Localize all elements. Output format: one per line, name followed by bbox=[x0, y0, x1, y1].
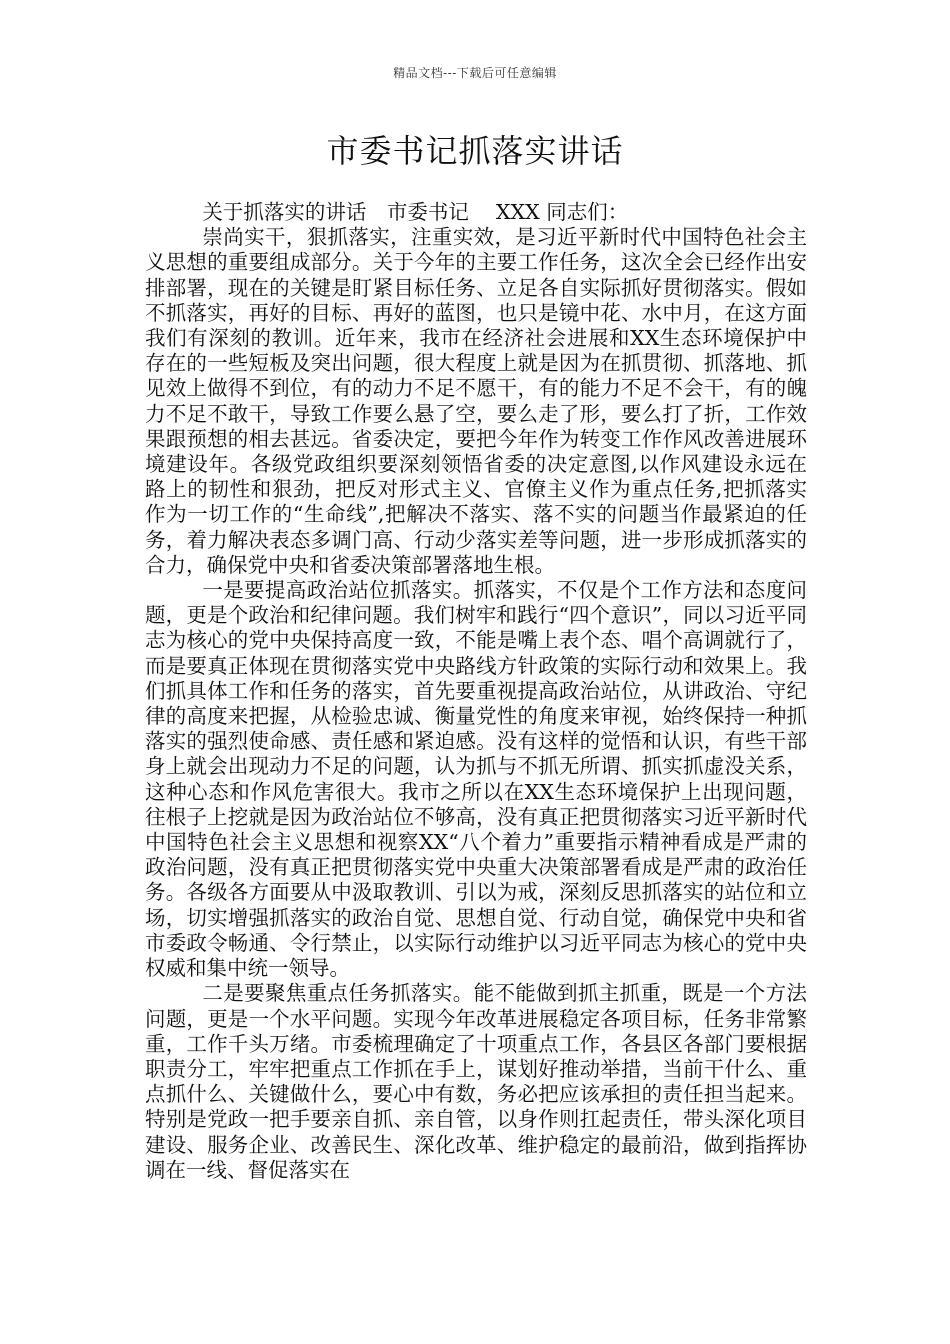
document-body bbox=[145, 200, 807, 1183]
body-paragraph: 一是要提高政治站位抓落实。抓落实，不仅是个工作方法和态度问题，更是个政治和纪律问题。我们树牢和践行“四个意识”，同以习近平同志为核心的党中央保持高度一致，不能是嘴上表个态、唱个高调就行了，而是要真正体现在贯彻落实党中央路线方针政策的实际行动和效果上。我们抓具体工作和任务的落实，首先要重视提高政治站位，从讲政治、守纪律的高度来把握，从检验忠诚、衡量党性的角度来审视，始终保持一种抓落实的强烈使命感、责任感和紧迫感。没有这样的觉悟和认识，有些干部身上就会出现动力不足的问题，认为抓与不抓无所谓、抓实抓虚没关系，这种心态和作风危害很大。我市之所以在XX生态环境保护上出现问题，往根子上挖就是因为政治站位不够高，没有真正把贯彻落实习近平新时代中国特色社会主义思想和视察XX“八个着力”重要指示精神看成是严肃的政治问题，没有真正把贯彻落实党中央重大决策部署看成是严肃的政治任务。各级各方面要从中汲取教训、引以为戒，深刻反思抓落实的站位和立场，切实增强抓落实的政治自觉、思想自觉、行动自觉，确保党中央和省市委政令畅通、令行禁止，以实际行动维护以习近平同志为核心的党中央权威和集中统一领导。 bbox=[145, 578, 807, 981]
body-paragraph: 二是要聚焦重点任务抓落实。能不能做到抓主抓重，既是一个方法问题，更是一个水平问题。实现今年改革进展稳定各项目标，任务非常繁重，工作千头万绪。市委梳理确定了十项重点工作，各县区各部门要根据职责分工，牢牢把重点工作抓在手上，谋划好推动举措，当前干什么、重点抓什么、关键做什么，要心中有数，务必把应该承担的责任担当起来。特别是党政一把手要亲自抓、亲自管，以身作则扛起责任，带头深化项目建设、服务企业、改善民生、深化改革、维护稳定的最前沿，做到指挥协调在一线、督促落实在 bbox=[145, 981, 807, 1182]
body-paragraph: 崇尚实干，狠抓落实，注重实效，是习近平新时代中国特色社会主义思想的重要组成部分。关于今年的主要工作任务，这次全会已经作出安排部署，现在的关键是盯紧目标任务、立足各自实际抓好贯彻落实。假如不抓落实，再好的目标、再好的蓝图，也只是镜中花、水中月，在这方面我们有深刻的教训。近年来，我市在经济社会进展和XX生态环境保护中存在的一些短板及突出问题，很大程度上就是因为在抓贯彻、抓落地、抓见效上做得不到位，有的动力不足不愿干，有的能力不足不会干，有的魄力不足不敢干，导致工作要么悬了空，要么走了形，要么打了折，工作效果跟预想的相去甚远。省委决定，要把今年作为转变工作作风改善进展环境建设年。各级党政组织要深刻领悟省委的决定意图,以作风建设永远在路上的韧性和狠劲，把反对形式主义、官僚主义作为重点任务,把抓落实作为一切工作的“生命线”,把解决不落实、落不实的问题当作最紧迫的任务，着力解决表态多调门高、行动少落实差等问题，进一步形成抓落实的合力，确保党中央和省委决策部署落地生根。 bbox=[145, 225, 807, 577]
document-title: 市委书记抓落实讲话 bbox=[326, 132, 624, 170]
salutation-paragraph: 关于抓落实的讲话 市委书记 XXX 同志们： bbox=[202, 200, 629, 224]
header-note: 精品文档---下载后可任意编辑 bbox=[393, 66, 557, 80]
